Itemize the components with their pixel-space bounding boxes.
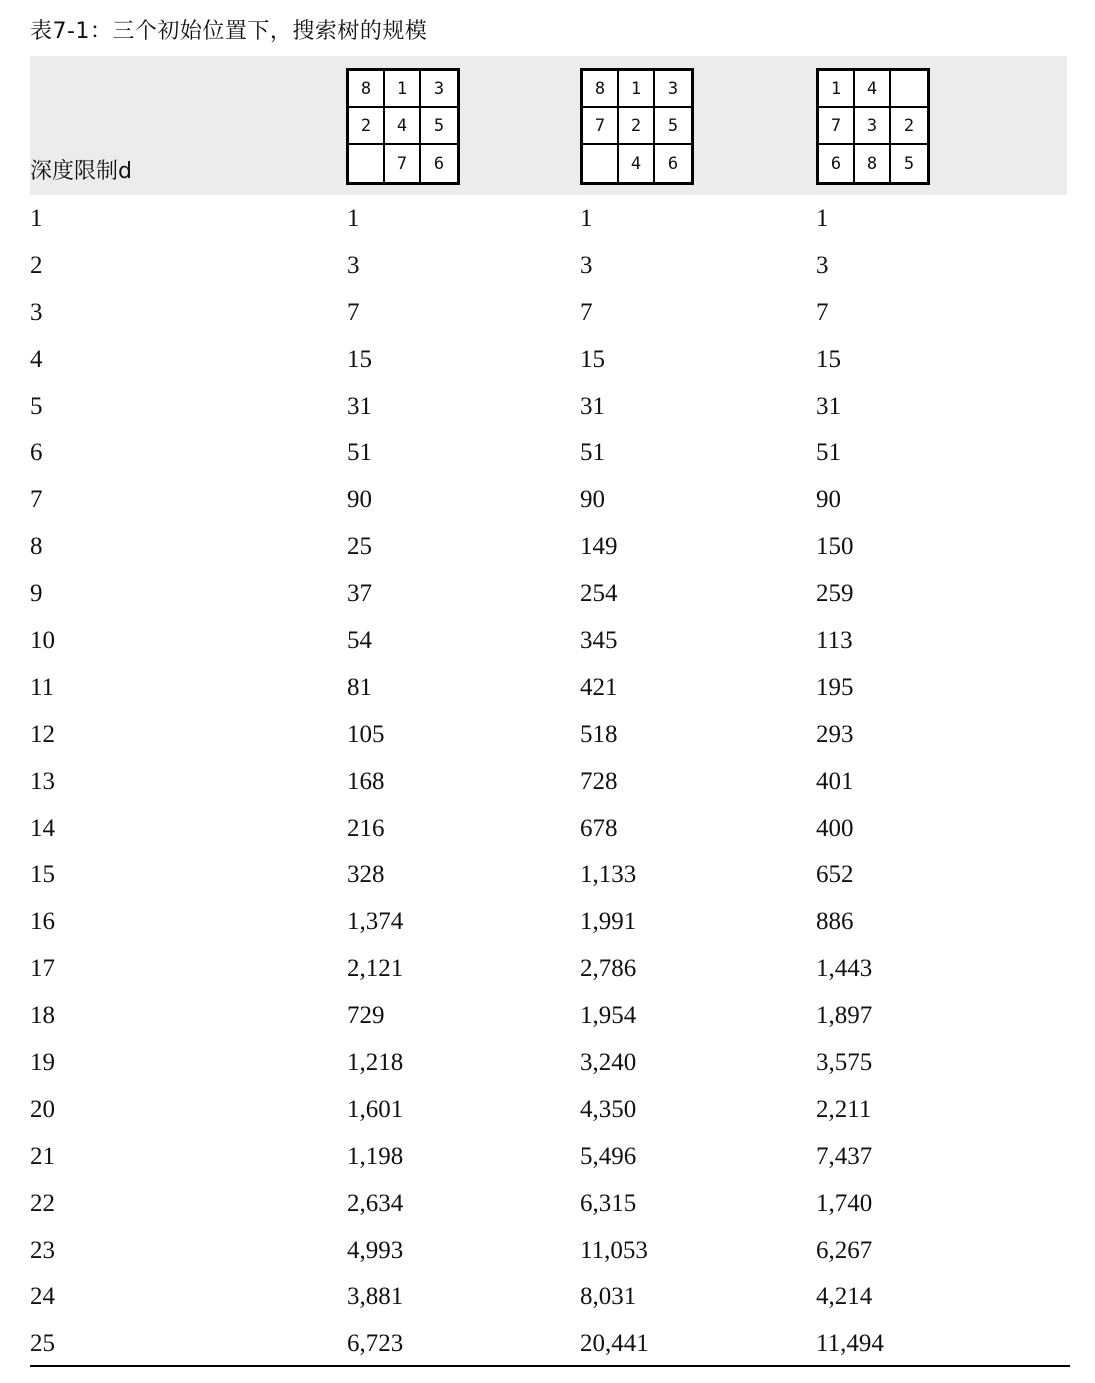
puzzle-cell bbox=[349, 145, 385, 182]
depth-cell: 20 bbox=[30, 1095, 55, 1123]
depth-cell: 21 bbox=[30, 1142, 55, 1170]
tree-size-cell: 11,494 bbox=[816, 1330, 884, 1358]
tree-size-cell: 81 bbox=[347, 673, 372, 701]
depth-cell: 22 bbox=[30, 1189, 55, 1217]
tree-size-cell: 51 bbox=[347, 439, 372, 467]
puzzle-cell bbox=[583, 145, 619, 182]
tree-size-cell: 678 bbox=[580, 814, 618, 842]
depth-cell: 4 bbox=[30, 345, 43, 373]
table-row bbox=[0, 855, 1095, 902]
depth-cell: 13 bbox=[30, 767, 55, 795]
tree-size-cell: 6,315 bbox=[580, 1189, 637, 1217]
tree-size-cell: 2,121 bbox=[347, 955, 404, 983]
puzzle-cell: 5 bbox=[655, 108, 691, 145]
tree-size-cell: 1,133 bbox=[580, 861, 637, 889]
tree-size-cell: 31 bbox=[347, 392, 372, 420]
puzzle-cell: 5 bbox=[421, 108, 457, 145]
puzzle-cell: 7 bbox=[819, 108, 855, 145]
tree-size-cell: 401 bbox=[816, 767, 854, 795]
depth-cell: 11 bbox=[30, 673, 55, 701]
puzzle-cell: 4 bbox=[855, 71, 891, 108]
tree-size-cell: 150 bbox=[816, 533, 854, 561]
tree-size-cell: 51 bbox=[816, 439, 841, 467]
table-row bbox=[0, 480, 1095, 527]
tree-size-cell: 886 bbox=[816, 908, 854, 936]
table-row bbox=[0, 340, 1095, 387]
tree-size-cell: 293 bbox=[816, 720, 854, 748]
puzzle-cell: 7 bbox=[583, 108, 619, 145]
tree-size-cell: 20,441 bbox=[580, 1330, 649, 1358]
tree-size-cell: 7 bbox=[580, 298, 593, 326]
tree-size-cell: 1,954 bbox=[580, 1002, 637, 1030]
tree-size-cell: 2,211 bbox=[816, 1095, 872, 1123]
depth-cell: 23 bbox=[30, 1236, 55, 1264]
puzzle-cell: 6 bbox=[667, 153, 679, 174]
tree-size-cell: 3 bbox=[347, 251, 360, 279]
puzzle-cell bbox=[891, 71, 927, 108]
tree-size-cell: 729 bbox=[347, 1002, 385, 1030]
depth-cell: 10 bbox=[30, 627, 55, 655]
tree-size-cell: 1 bbox=[347, 205, 360, 232]
table-row bbox=[0, 199, 1095, 246]
tree-size-cell: 652 bbox=[816, 861, 854, 889]
puzzle-cell: 6 bbox=[819, 145, 855, 182]
puzzle-cell: 1 bbox=[385, 71, 421, 108]
puzzle-cell: 5 bbox=[903, 153, 915, 174]
puzzle-cell: 3 bbox=[855, 108, 891, 145]
table-row bbox=[0, 949, 1095, 996]
tree-size-cell: 11,053 bbox=[580, 1236, 648, 1264]
tree-size-cell: 54 bbox=[347, 627, 372, 655]
tree-size-cell: 1,897 bbox=[816, 1002, 873, 1030]
tree-size-cell: 2,786 bbox=[580, 955, 637, 983]
tree-size-cell: 254 bbox=[580, 580, 618, 608]
puzzle-grid-2 bbox=[580, 68, 694, 185]
tree-size-cell: 31 bbox=[816, 392, 841, 420]
depth-cell: 2 bbox=[30, 251, 43, 279]
table-row bbox=[0, 668, 1095, 715]
tree-size-cell: 4,993 bbox=[347, 1236, 404, 1264]
tree-size-cell: 195 bbox=[816, 673, 854, 701]
puzzle-cell: 8 bbox=[855, 145, 891, 182]
table-row bbox=[0, 1277, 1095, 1324]
tree-size-cell: 1,198 bbox=[347, 1142, 404, 1170]
table-row bbox=[0, 809, 1095, 856]
puzzle-cell: 6 bbox=[433, 153, 445, 174]
puzzle-cell: 3 bbox=[421, 71, 457, 108]
depth-cell: 7 bbox=[30, 486, 43, 514]
tree-size-cell: 15 bbox=[347, 345, 372, 373]
tree-size-cell: 518 bbox=[580, 720, 618, 748]
puzzle-cell: 1 bbox=[819, 71, 855, 108]
puzzle-cell: 1 bbox=[619, 71, 655, 108]
tree-size-cell: 90 bbox=[347, 486, 372, 514]
depth-cell: 9 bbox=[30, 580, 43, 608]
table-body bbox=[0, 199, 1095, 1371]
puzzle-cell: 2 bbox=[619, 108, 655, 145]
depth-cell: 15 bbox=[30, 861, 55, 889]
tree-size-cell: 31 bbox=[580, 392, 605, 420]
table-bottom-rule bbox=[30, 1365, 1070, 1367]
tree-size-cell: 25 bbox=[347, 533, 372, 561]
depth-cell: 14 bbox=[30, 814, 55, 842]
tree-size-cell: 3,575 bbox=[816, 1049, 873, 1077]
puzzle-cell: 4 bbox=[385, 108, 421, 145]
depth-cell: 18 bbox=[30, 1002, 55, 1030]
tree-size-cell: 1,218 bbox=[347, 1049, 404, 1077]
tree-size-cell: 51 bbox=[580, 439, 605, 467]
tree-size-cell: 1 bbox=[816, 205, 829, 232]
tree-size-cell: 15 bbox=[816, 345, 841, 373]
puzzle-cell: 8 bbox=[349, 71, 385, 108]
tree-size-cell: 37 bbox=[347, 580, 372, 608]
tree-size-cell: 105 bbox=[347, 720, 385, 748]
depth-cell: 8 bbox=[30, 533, 43, 561]
puzzle-cell: 3 bbox=[655, 71, 691, 108]
table-row bbox=[0, 387, 1095, 434]
puzzle-cell: 4 bbox=[619, 145, 655, 182]
tree-size-cell: 1,601 bbox=[347, 1095, 404, 1123]
depth-cell: 24 bbox=[30, 1283, 55, 1311]
tree-size-cell: 6,723 bbox=[347, 1330, 404, 1358]
tree-size-cell: 7,437 bbox=[816, 1142, 873, 1170]
table-row bbox=[0, 246, 1095, 293]
tree-size-cell: 345 bbox=[580, 627, 618, 655]
table-row bbox=[0, 1184, 1095, 1231]
depth-cell: 25 bbox=[30, 1330, 55, 1358]
puzzle-cell: 2 bbox=[891, 108, 927, 145]
tree-size-cell: 1 bbox=[580, 205, 593, 232]
table-row bbox=[0, 762, 1095, 809]
table-row bbox=[0, 1137, 1095, 1184]
tree-size-cell: 1,740 bbox=[816, 1189, 873, 1217]
table-row bbox=[0, 1231, 1095, 1278]
table-row bbox=[0, 433, 1095, 480]
tree-size-cell: 1,991 bbox=[580, 908, 637, 936]
tree-size-cell: 421 bbox=[580, 673, 618, 701]
depth-cell: 5 bbox=[30, 392, 43, 420]
puzzle-grid-3 bbox=[816, 68, 930, 185]
depth-limit-header: 深度限制d bbox=[30, 159, 132, 184]
table-row bbox=[0, 621, 1095, 668]
table-row bbox=[0, 996, 1095, 1043]
puzzle-cell: 2 bbox=[349, 108, 385, 145]
depth-cell: 16 bbox=[30, 908, 55, 936]
puzzle-cell: 8 bbox=[583, 71, 619, 108]
tree-size-cell: 4,214 bbox=[816, 1283, 873, 1311]
tree-size-cell: 728 bbox=[580, 767, 618, 795]
tree-size-cell: 1,443 bbox=[816, 955, 873, 983]
tree-size-cell: 3 bbox=[580, 251, 593, 279]
tree-size-cell: 7 bbox=[816, 298, 829, 326]
table-row bbox=[0, 1043, 1095, 1090]
tree-size-cell: 259 bbox=[816, 580, 854, 608]
tree-size-cell: 3,881 bbox=[347, 1283, 404, 1311]
tree-size-cell: 400 bbox=[816, 814, 854, 842]
depth-cell: 6 bbox=[30, 439, 43, 467]
depth-cell: 1 bbox=[30, 205, 43, 232]
table-row bbox=[0, 574, 1095, 621]
depth-cell: 3 bbox=[30, 298, 43, 326]
tree-size-cell: 1,374 bbox=[347, 908, 404, 936]
table-caption: 表7-1：三个初始位置下，搜索树的规模 bbox=[30, 19, 428, 44]
tree-size-cell: 113 bbox=[816, 627, 853, 655]
table-row bbox=[0, 715, 1095, 762]
tree-size-cell: 4,350 bbox=[580, 1095, 637, 1123]
table-row bbox=[0, 527, 1095, 574]
tree-size-cell: 15 bbox=[580, 345, 605, 373]
depth-cell: 17 bbox=[30, 955, 55, 983]
tree-size-cell: 216 bbox=[347, 814, 385, 842]
tree-size-cell: 7 bbox=[347, 298, 360, 326]
table-row bbox=[0, 902, 1095, 949]
table-row bbox=[0, 293, 1095, 340]
depth-cell: 12 bbox=[30, 720, 55, 748]
tree-size-cell: 8,031 bbox=[580, 1283, 637, 1311]
tree-size-cell: 149 bbox=[580, 533, 618, 561]
tree-size-cell: 168 bbox=[347, 767, 385, 795]
tree-size-cell: 6,267 bbox=[816, 1236, 873, 1264]
tree-size-cell: 90 bbox=[816, 486, 841, 514]
tree-size-cell: 90 bbox=[580, 486, 605, 514]
tree-size-cell: 3,240 bbox=[580, 1049, 637, 1077]
tree-size-cell: 5,496 bbox=[580, 1142, 637, 1170]
tree-size-cell: 3 bbox=[816, 251, 829, 279]
table-row bbox=[0, 1090, 1095, 1137]
puzzle-cell: 7 bbox=[385, 145, 421, 182]
puzzle-grid-1 bbox=[346, 68, 460, 185]
tree-size-cell: 328 bbox=[347, 861, 385, 889]
depth-cell: 19 bbox=[30, 1049, 55, 1077]
tree-size-cell: 2,634 bbox=[347, 1189, 404, 1217]
